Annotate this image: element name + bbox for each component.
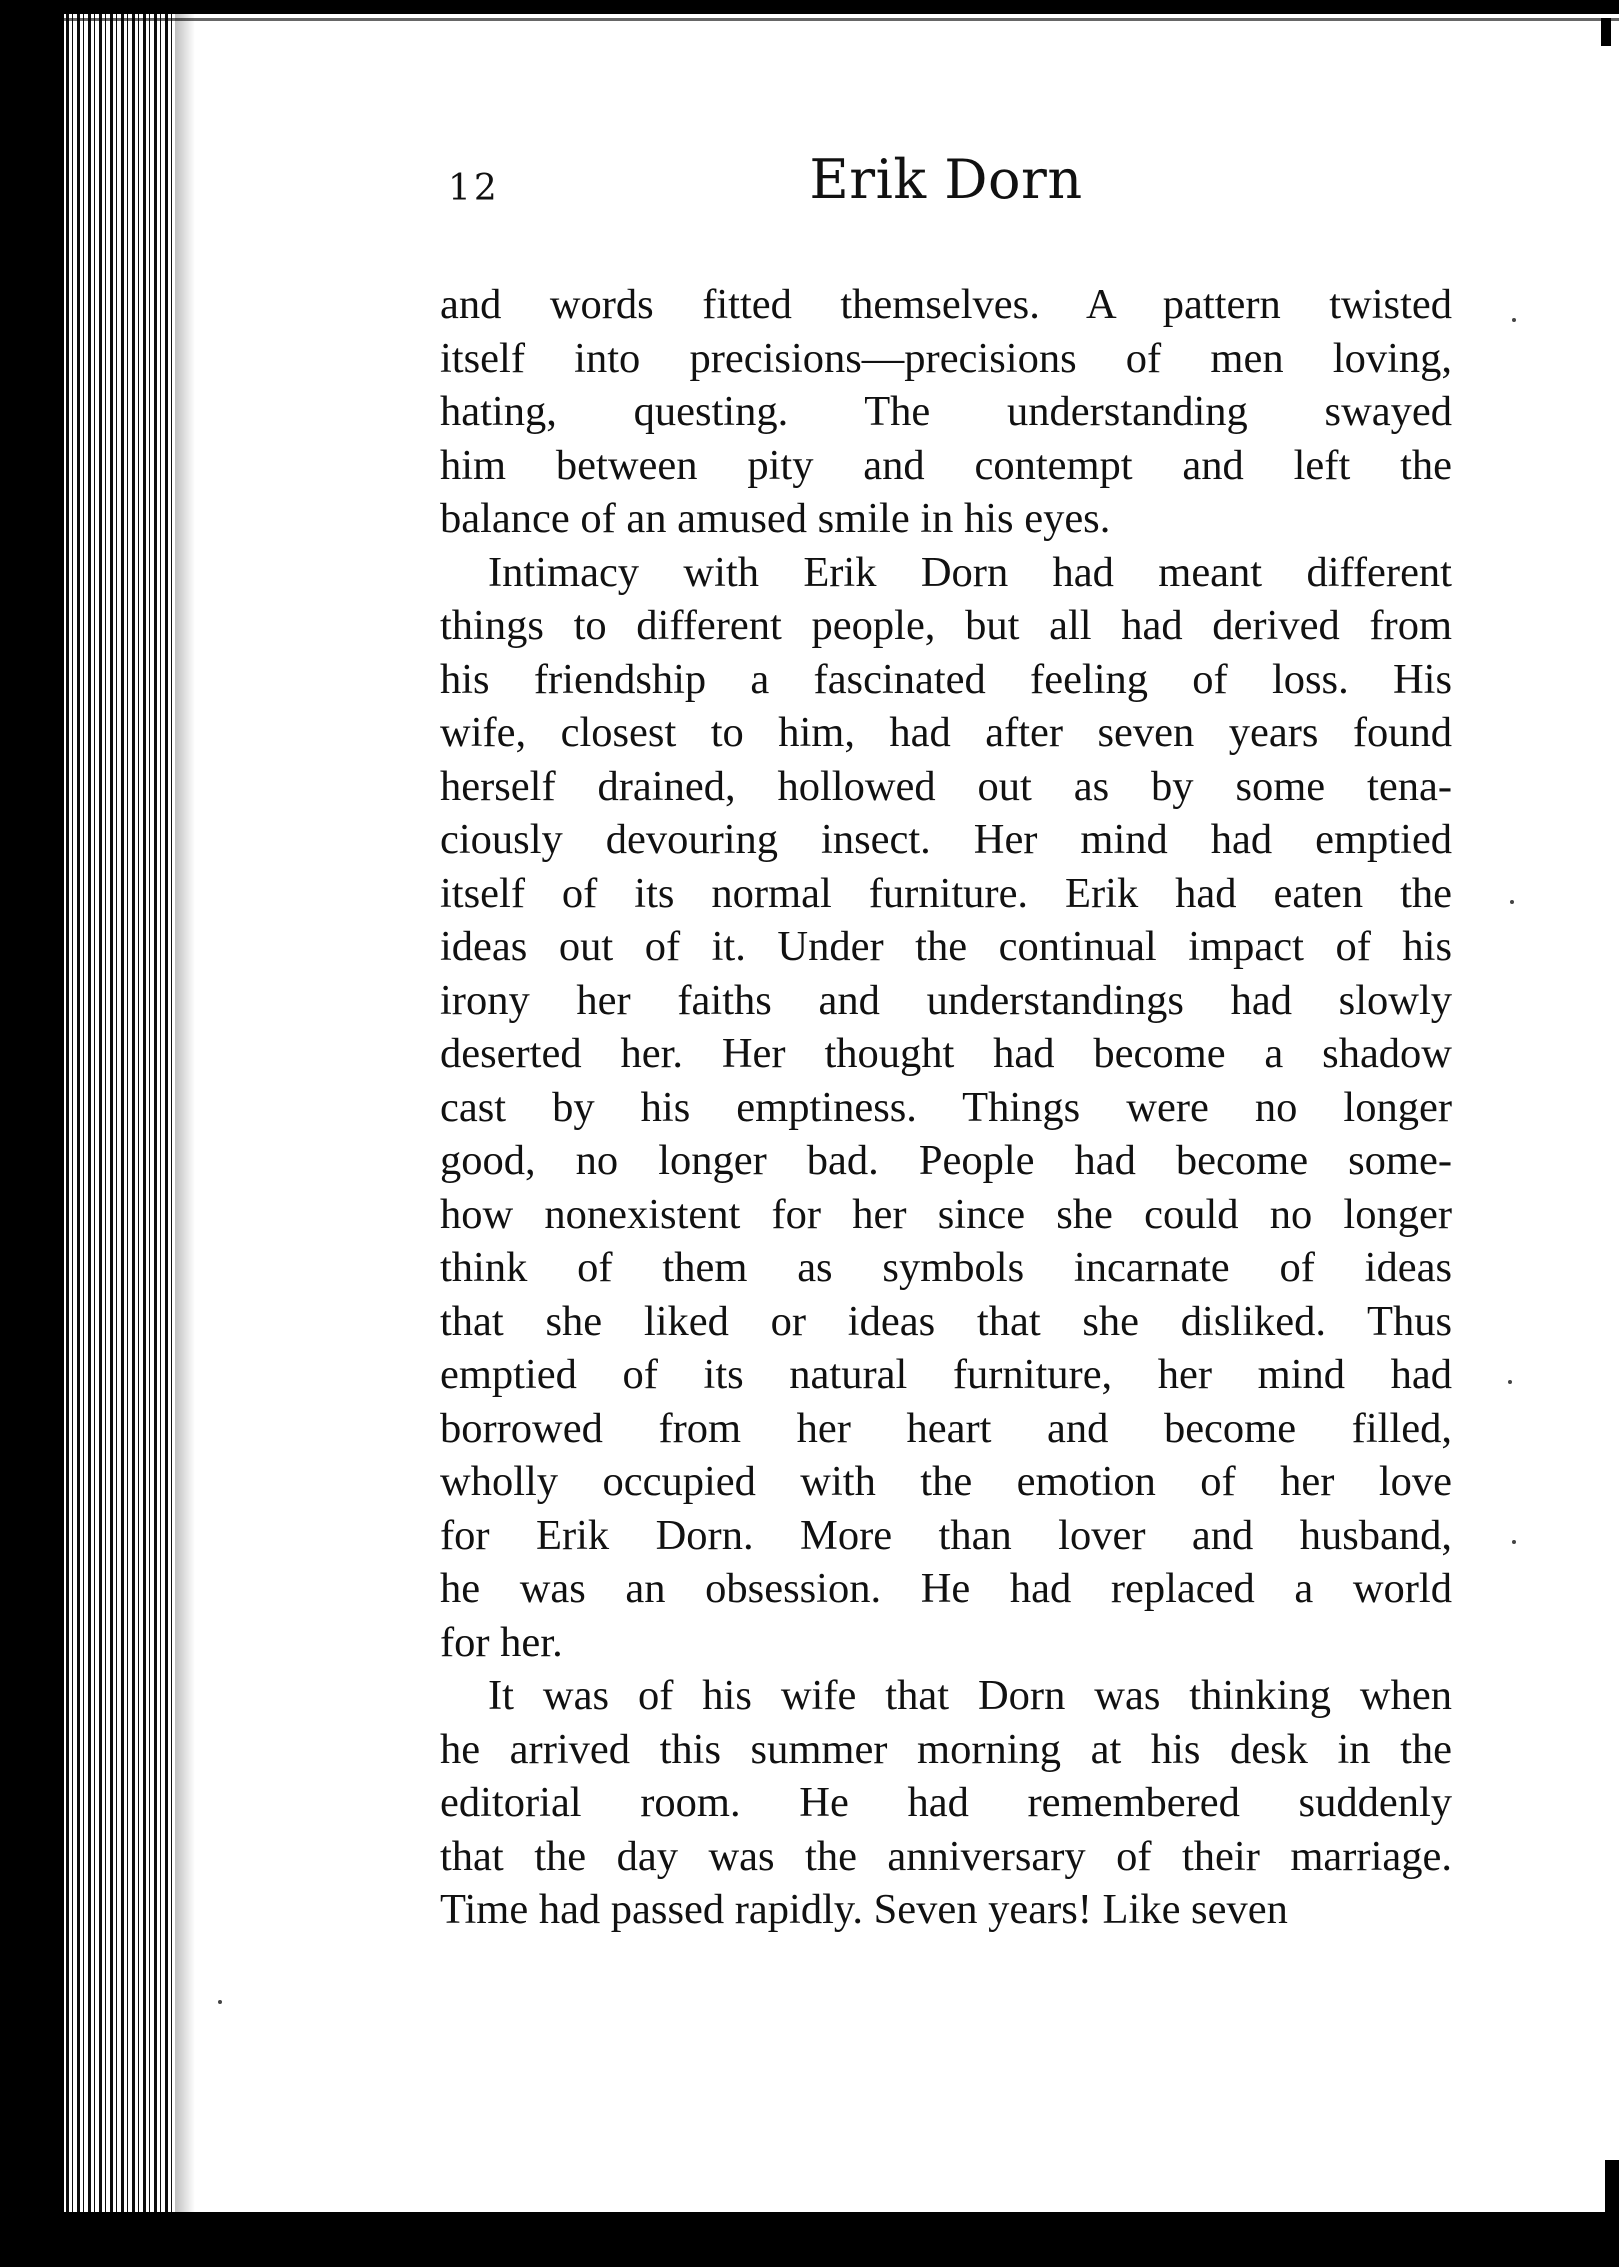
text-line: he arrived this summer morning at his desk in the <box>440 1725 1452 1773</box>
text-line: good, no longer bad. People had become some- <box>440 1137 1452 1184</box>
paragraph <box>440 1669 1452 1937</box>
text-line: that the day was the anniversary of their marriage. <box>440 1832 1452 1880</box>
paragraph <box>440 546 1452 1670</box>
text-line: irony her faiths and understandings had slowly <box>440 976 1452 1024</box>
text-line: balance of an amused smile in his eyes. <box>440 495 1111 542</box>
text-line: deserted her. Her thought had become a shadow <box>440 1030 1452 1077</box>
binding-shadow <box>175 0 195 2267</box>
scan-speck <box>218 2000 222 2004</box>
text-line: emptied of its natural furniture, her mind had <box>440 1351 1452 1398</box>
text-line: Intimacy with Erik Dorn had meant different <box>488 548 1452 596</box>
scan-speck <box>1512 1540 1516 1544</box>
text-line: for her. <box>440 1618 563 1666</box>
page-number: 12 <box>448 168 500 209</box>
text-line: think of them as symbols incarnate of ideas <box>440 1244 1452 1291</box>
book-page <box>440 140 1452 1937</box>
top-scan-line <box>60 18 1619 21</box>
text-line: wife, closest to him, had after seven years found <box>440 709 1452 756</box>
running-head <box>440 140 1452 220</box>
text-line: wholly occupied with the emotion of her love <box>440 1458 1452 1505</box>
top-scan-border <box>60 0 1619 14</box>
scan-speck <box>1510 900 1514 904</box>
text-line: It was of his wife that Dorn was thinking when <box>488 1672 1452 1719</box>
running-title: Erik Dorn <box>809 148 1083 211</box>
text-line: hating, questing. The understanding swayed <box>440 388 1452 435</box>
text-line: that she liked or ideas that she disliked. Thus <box>440 1297 1452 1345</box>
text-line: his friendship a fascinated feeling of loss. His <box>440 655 1452 703</box>
text-line: for Erik Dorn. More than lover and husband, <box>440 1511 1452 1559</box>
text-line: ideas out of it. Under the continual impact of his <box>440 923 1452 970</box>
text-line: things to different people, but all had derived from <box>440 602 1452 649</box>
right-scan-mark <box>1601 18 1611 46</box>
paragraph <box>440 278 1452 546</box>
text-line: editorial room. He had remembered suddenly <box>440 1779 1452 1826</box>
text-line: and words fitted themselves. A pattern twisted <box>440 281 1452 328</box>
body-text <box>440 278 1452 1937</box>
scan-speck <box>1512 318 1516 322</box>
binding-edge <box>0 0 64 2267</box>
scan-speck <box>1508 1380 1512 1384</box>
text-line: herself drained, hollowed out as by some tena- <box>440 762 1452 810</box>
text-line: cast by his emptiness. Things were no longer <box>440 1083 1452 1131</box>
text-line: itself of its normal furniture. Erik had eaten the <box>440 869 1452 917</box>
text-line: how nonexistent for her since she could no longer <box>440 1190 1452 1238</box>
text-line: he was an obsession. He had replaced a world <box>440 1565 1452 1612</box>
text-line: borrowed from her heart and become filled, <box>440 1404 1452 1452</box>
text-line: itself into precisions—precisions of men loving, <box>440 334 1452 382</box>
text-line: him between pity and contempt and left the <box>440 441 1452 489</box>
text-line: ciously devouring insect. Her mind had emptied <box>440 816 1452 863</box>
text-line: Time had passed rapidly. Seven years! Like seven <box>440 1886 1288 1933</box>
bottom-scan-border <box>0 2212 1619 2267</box>
